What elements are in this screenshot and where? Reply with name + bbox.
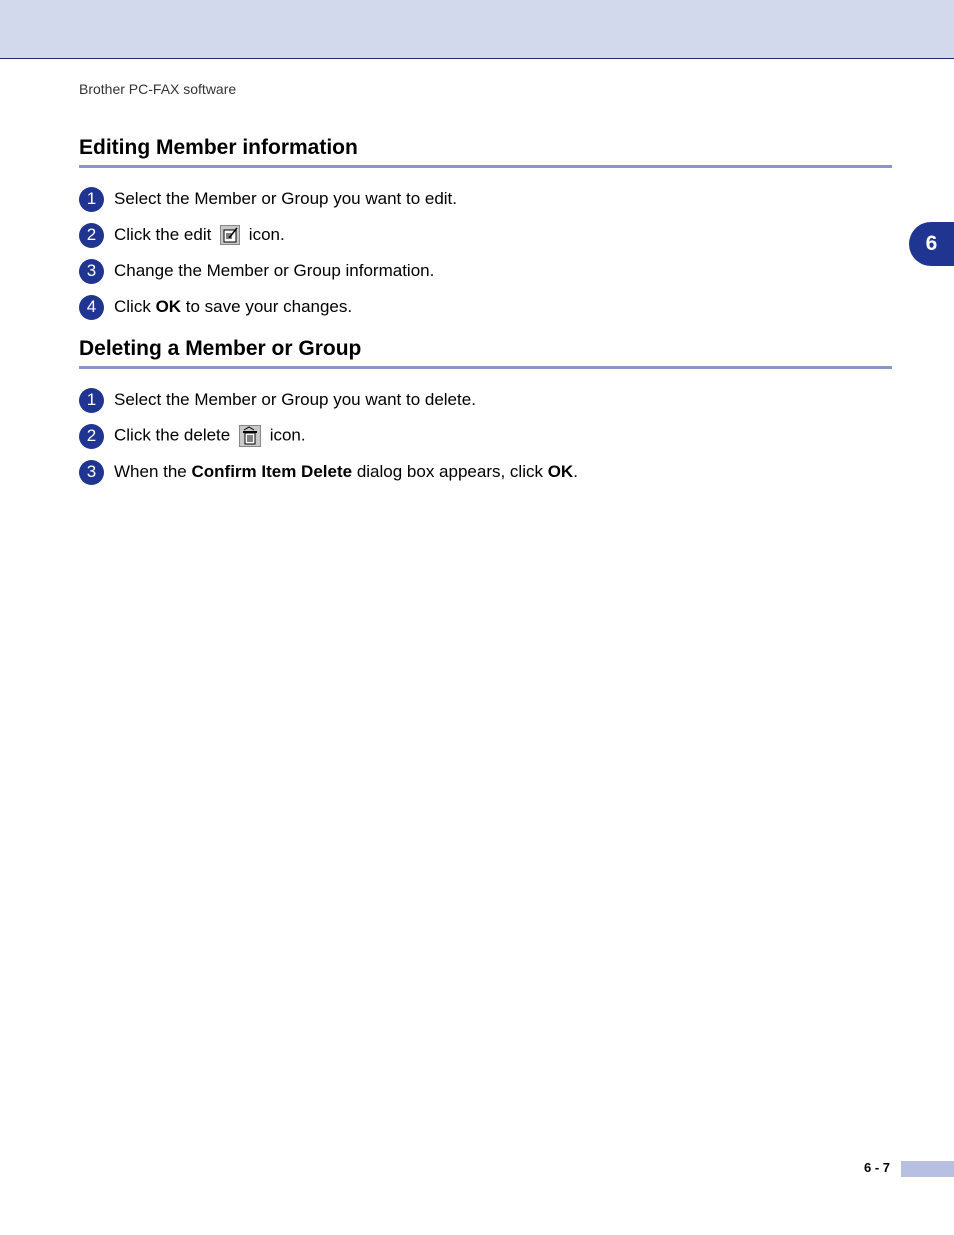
section-title: Deleting a Member or Group <box>79 337 892 369</box>
step-number: 3 <box>79 460 104 485</box>
step-text-post: to save your changes. <box>181 297 353 316</box>
section-deleting-member <box>79 337 892 490</box>
step-text: Select the Member or Group you want to edit. <box>114 189 458 208</box>
page-number-bar <box>901 1161 954 1177</box>
step-item <box>79 253 892 289</box>
step-text <box>114 225 285 246</box>
step-text: Change the Member or Group information. <box>114 261 435 280</box>
step-item <box>79 217 892 253</box>
step-text-pre: Click <box>114 297 156 316</box>
step-text <box>114 297 352 317</box>
step-item <box>79 289 892 325</box>
step-text <box>114 425 306 447</box>
step-item <box>79 382 892 418</box>
step-text-bold: OK <box>547 462 574 481</box>
step-number: 2 <box>79 424 104 449</box>
chapter-tab: 6 <box>909 222 954 266</box>
step-text <box>114 462 578 482</box>
step-number: 2 <box>79 223 104 248</box>
step-number: 4 <box>79 295 104 320</box>
delete-icon <box>239 425 261 447</box>
section-editing-member <box>79 136 892 325</box>
step-text-bold: Confirm Item Delete <box>191 462 353 481</box>
step-text-bold: OK <box>155 297 182 316</box>
step-text: Select the Member or Group you want to delete. <box>114 390 476 409</box>
top-band <box>0 0 954 59</box>
running-header: Brother PC-FAX software <box>79 81 237 97</box>
page-number: 6 - 7 <box>864 1160 891 1175</box>
step-text-pre: Click the delete <box>114 425 231 445</box>
step-list <box>79 181 892 325</box>
step-item <box>79 181 892 217</box>
step-text-pre: When the <box>114 462 192 481</box>
step-number: 1 <box>79 187 104 212</box>
step-text-mid: dialog box appears, click <box>352 462 548 481</box>
step-number: 3 <box>79 259 104 284</box>
step-text-post: icon. <box>269 425 306 445</box>
step-item <box>79 418 892 454</box>
step-text-post: icon. <box>248 224 285 244</box>
step-number: 1 <box>79 388 104 413</box>
edit-icon <box>220 225 240 245</box>
step-text-pre: Click the edit <box>114 224 212 244</box>
step-text-post: . <box>573 462 578 481</box>
section-title: Editing Member information <box>79 136 892 168</box>
step-list <box>79 382 892 490</box>
step-item <box>79 454 892 490</box>
